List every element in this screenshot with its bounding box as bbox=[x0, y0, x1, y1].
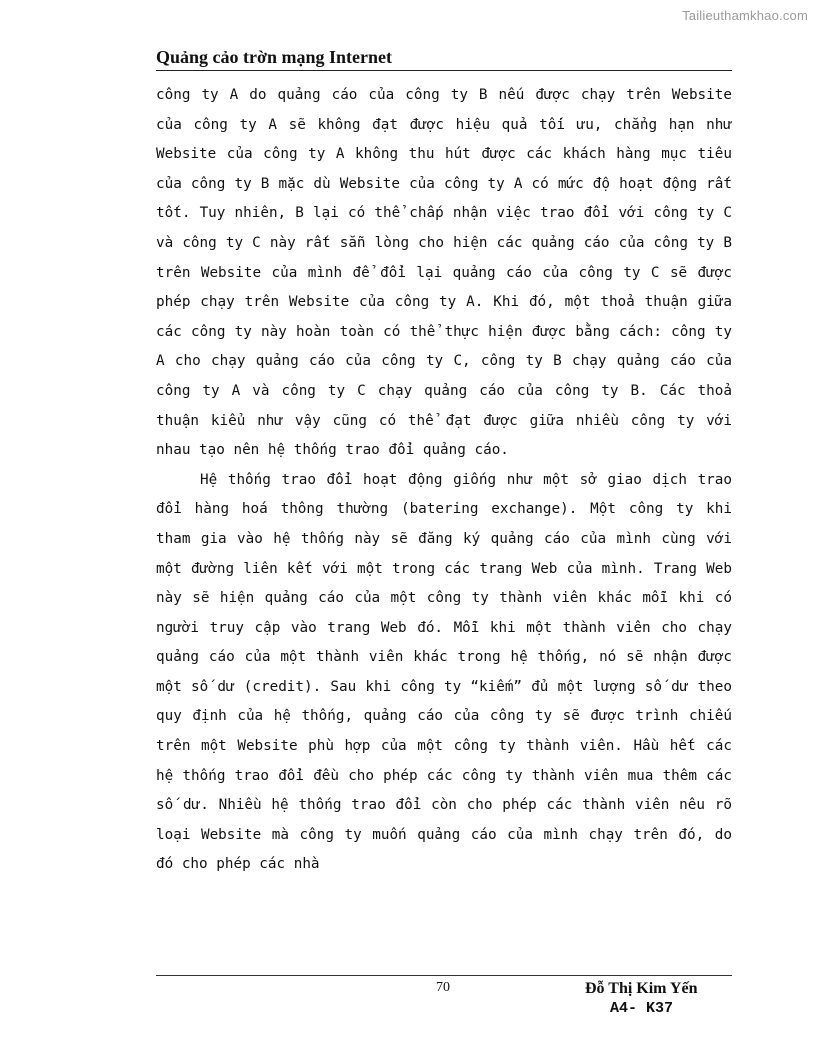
page-header bbox=[156, 45, 732, 69]
paragraph-continuation: công ty A do quảng cáo của công ty B nếu được chạy trên Website của công ty A sẽ không đạt được hiệu quả tối ưu, chẳng hạn như Website của công ty A không thu hút được các khách hàng mục tiêu của công ty B mặc dù Website của công ty A có mức độ hoạt động rất tốt. Tuy nhiên, B lại có thể chấp nhận việc trao đổi với công ty C và công ty C này rất sẵn lòng cho hiện các quảng cáo của công ty B trên Website của mình để đổi lại quảng cáo của công ty C sẽ được phép chạy trên Website của công ty A. Khi đó, một thoả thuận giữa các công ty này hoàn toàn có thể thực hiện được bằng cách: công ty A cho chạy quảng cáo của công ty C, công ty B chạy quảng cáo của công ty A và công ty C chạy quảng cáo của công ty B. Các thoả thuận kiểu như vậy cũng có thể đạt được giữa nhiều công ty với nhau tạo nên hệ thống trao đổi quảng cáo. bbox=[156, 87, 732, 459]
header-divider bbox=[156, 70, 732, 71]
header-title: Quảng cảo trờn mạng Internet bbox=[156, 47, 392, 67]
page-number: 70 bbox=[436, 980, 450, 995]
author-name: Đỗ Thị Kim Yến bbox=[585, 980, 698, 997]
class-code: A4- K37 bbox=[610, 1000, 674, 1017]
paragraph-exchange-system: Hệ thống trao đổi hoạt động giống như một sở giao dịch trao đổi hàng hoá thông thường (batering exchange). Một công ty khi tham gia vào hệ thống này sẽ đăng ký quảng cáo của mình cùng với một đường liên kết với một trong các trang Web của mình. Trang Web này sẽ hiện quảng cáo của một công ty thành viên khác mỗi khi có người truy cập vào trang Web đó. Mỗi khi một thành viên cho chạy quảng cáo của một thành viên khác trong hệ thống, nó sẽ nhận được một số dư (credit). Sau khi công ty “kiếm” đủ một lượng số dư theo quy định của hệ thống, quảng cáo của công ty sẽ được trình chiếu trên một Website phù hợp của một công ty thành viên. Hầu hết các hệ thống trao đổi đều cho phép các công ty thành viên mua thêm các số dư. Nhiều hệ thống trao đổi còn cho phép các thành viên nêu rõ loại Website mà công ty muốn quảng cáo của mình chạy trên đó, do đó cho phép các nhà bbox=[156, 471, 732, 873]
watermark-text: Tailieuthamkhao.com bbox=[682, 8, 808, 23]
document-body bbox=[156, 81, 732, 880]
footer-divider bbox=[156, 975, 732, 976]
